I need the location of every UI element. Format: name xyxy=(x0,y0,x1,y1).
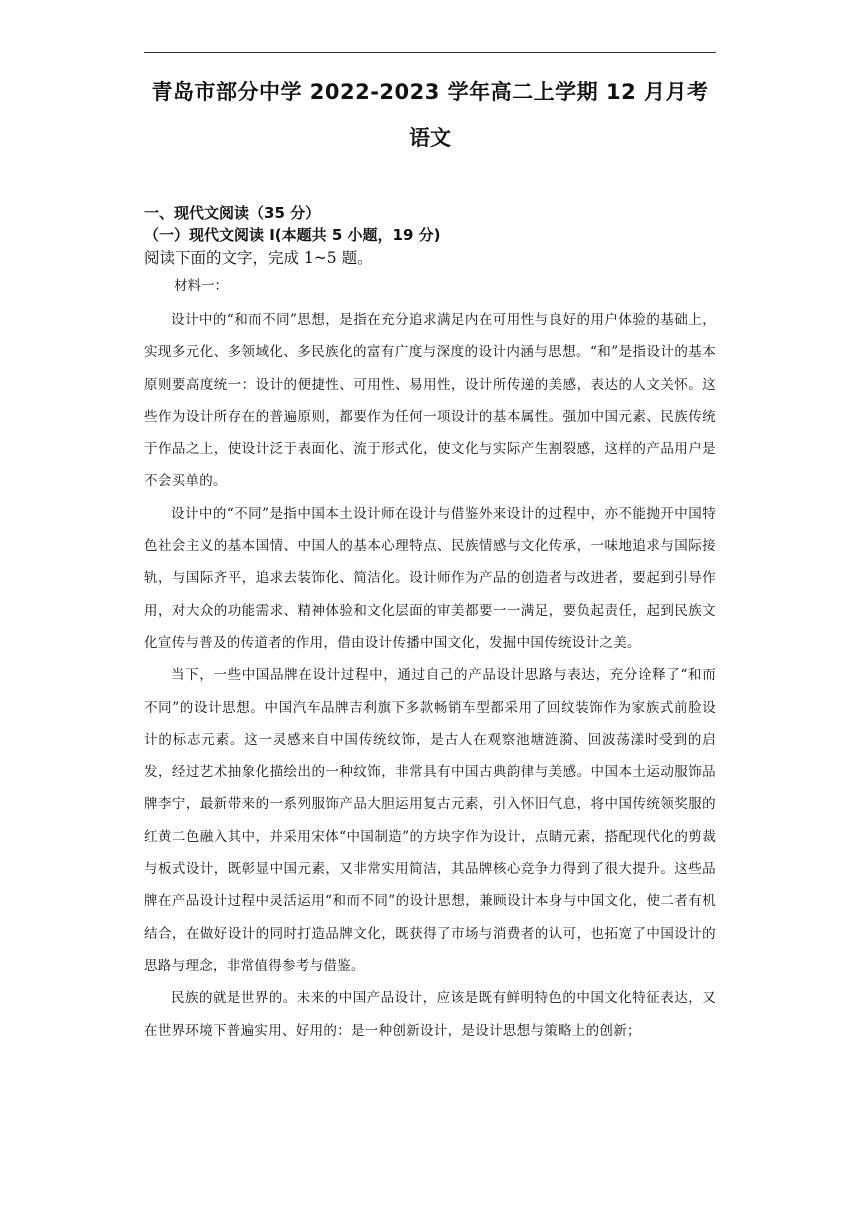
passage-paragraph: 设计中的“和而不同”思想，是指在充分追求满足内在可用性与良好的用户体验的基础上，实现多元化、多领域化、多民族化的富有广度与深度的设计内涵与思想。“和”是指设计的基本原则要高度统一：设计的便捷性、可用性、易用性，设计所传递的美感，表达的人文关怀。这些作为设计所存在的普遍原则，都要作为任何一项设计的基本属性。强加中国元素、民族传统于作品之上，使设计泛于表面化、流于形式化，使文化与实际产生割裂感，这样的产品用户是不会买单的。 xyxy=(144,312,716,490)
passage-paragraph: 当下，一些中国品牌在设计过程中，通过自己的产品设计思路与表达，充分诠释了“和而不同”的设计思想。中国汽车品牌吉利旗下多款畅销车型都采用了回纹装饰作为家族式前脸设计的标志元素。这一灵感来自中国传统纹饰，是古人在观察池塘涟漪、回波荡漾时受到的启发，经过艺术抽象化描绘出的一种纹饰，非常具有中国古典韵律与美感。中国本土运动服饰品牌李宁，最新带来的一系列服饰产品大胆运用复古元素，引入怀旧气息，将中国传统领奖服的红黄二色融入其中，并采用宋体“中国制造”的方块字作为设计，点睛元素，搭配现代化的剪裁与板式设计，既彰显中国元素，又非常实用简洁，其品牌核心竞争力得到了很大提升。这些品牌在产品设计过程中灵活运用“和而不同”的设计思想，兼顾设计本身与中国文化，使二者有机结合，在做好设计的同时打造品牌文化，既获得了市场与消费者的认可，也拓宽了中国设计的思路与理念，非常值得参考与借鉴。 xyxy=(144,667,716,974)
subsection-heading: （一）现代文阅读 I(本题共 5 小题，19 分) xyxy=(144,226,441,244)
reading-instruction: 阅读下面的文字，完成 1~5 题。 xyxy=(144,249,373,267)
passage-paragraph: 民族的就是世界的。未来的中国产品设计，应该是既有鲜明特色的中国文化特征表达，又在世界环境下普遍实用、好用的：是一种创新设计，是设计思想与策略上的创新； xyxy=(144,990,716,1039)
passage-body xyxy=(144,304,716,1047)
section-heading: 一、现代文阅读（35 分） xyxy=(144,204,321,222)
material-label: 材料一： xyxy=(174,278,228,294)
subject-title: 语文 xyxy=(409,126,451,150)
exam-title: 青岛市部分中学 2022-2023 学年高二上学期 12 月月考 xyxy=(151,80,709,104)
passage-paragraph: 设计中的“不同”是指中国本土设计师在设计与借鉴外来设计的过程中，亦不能抛开中国特色社会主义的基本国情、中国人的基本心理特点、民族情感与文化传承，一味地追求与国际接轨，与国际齐平，追求去装饰化、简洁化。设计师作为产品的创造者与改进者，要起到引导作用，对大众的功能需求、精神体验和文化层面的审美都要一一满足，要负起责任，起到民族文化宣传与普及的传道者的作用，借由设计传播中国文化，发掘中国传统设计之美。 xyxy=(144,505,716,651)
header-rule xyxy=(144,52,716,53)
